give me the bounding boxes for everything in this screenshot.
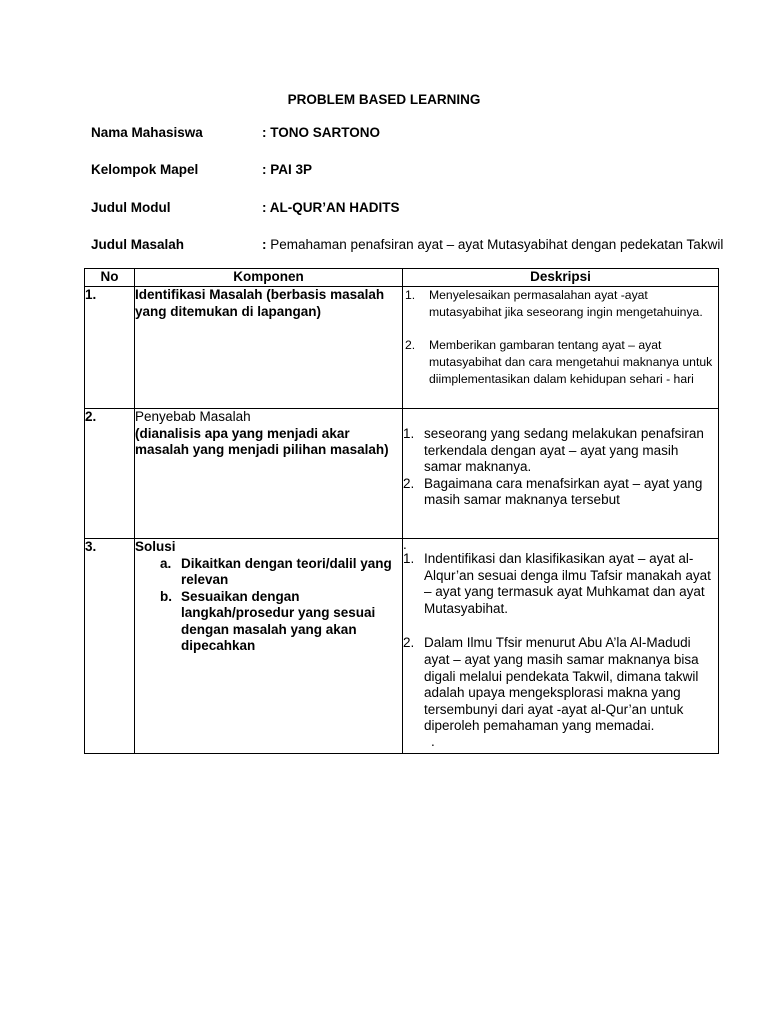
deskripsi-list [403,426,718,509]
deskripsi-text: seseorang yang sedang melakukan penafsiran terkendala dengan ayat – ayat yang masih samar maknanya. [424,426,704,475]
info-value [262,199,400,217]
komponen-title: Solusi [135,539,176,554]
deskripsi-tail: . [431,733,435,749]
list-marker: 2. [403,635,415,651]
info-value [262,236,723,254]
info-value-text: TONO SARTONO [270,125,381,140]
deskripsi-list [403,287,718,388]
info-value [262,124,380,142]
deskripsi-cell [403,287,719,409]
komponen-title: Penyebab Masalah [135,409,251,424]
list-item [403,287,718,321]
document-title: PROBLEM BASED LEARNING [287,92,481,107]
row-number: 2. [85,409,135,539]
deskripsi-text: Bagaimana cara menafsirkan ayat – ayat yang masih samar maknanya tersebut [424,475,703,508]
row-number: 3. [85,539,135,754]
deskripsi-text: Indentifikasi dan klasifikasikan ayat – ayat al-Alqur’an sesuai denga ilmu Tafsir manakah ayat – ayat yang termasuk ayat Muhkamat dan ayat Mutasyabihat. [424,551,711,616]
info-label: Judul Modul [91,200,171,215]
list-item [403,551,718,617]
deskripsi-cell [403,409,719,539]
deskripsi-text: Memberikan gambaran tentang ayat – ayat mutasyabihat dan cara mengetahui maknanya untuk diimplementasikan dalam kehidupan sehari - hari [429,338,713,386]
deskripsi-text: Menyelesaikan permasalahan ayat -ayat mutasyabihat jika seseorang ingin mengetahuinya. [429,288,703,319]
sublist-marker: b. [160,588,172,604]
list-item [403,635,718,735]
komponen-text: (dianalisis apa yang menjadi akar masalah yang menjadi pilihan masalah) [135,425,389,457]
list-marker: 2. [403,475,415,491]
pbl-table [84,268,719,754]
info-colon: : [262,162,267,177]
komponen-cell [135,287,403,409]
deskripsi-lead: . [403,537,407,552]
sublist-item [135,589,402,655]
header-komponen: Komponen [135,269,403,287]
sublist-marker: a. [160,555,172,571]
table-row [85,409,719,539]
info-colon: : [262,200,267,215]
info-label: Nama Mahasiswa [91,125,203,140]
table-row [85,539,719,754]
deskripsi-text: Dalam Ilmu Tfsir menurut Abu A’la Al-Madudi ayat – ayat yang masih samar maknanya bisa digali melalui pendekata Takwil, dimana takwil adalah upaya mengeksplorasi makna yang tersembunyi dari ayat -ayat al-Qur’an untuk diperoleh pemahaman yang memadai. [424,635,699,734]
info-value-text: AL-QUR’AN HADITS [269,200,400,215]
list-marker: 1. [403,551,415,566]
header-no: No [85,269,135,287]
list-marker: 1. [403,426,415,441]
deskripsi-cell [403,539,719,754]
komponen-cell [135,409,403,539]
info-value-text: Pemahaman penafsiran ayat – ayat Mutasyabihat dengan pedekatan Takwil [270,237,724,252]
table-header-row [85,269,719,287]
list-marker: 2. [405,338,416,352]
table-row [85,287,719,409]
info-colon: : [262,237,267,252]
komponen-sublist [135,556,402,655]
list-marker: 1. [405,288,416,302]
info-value-text: PAI 3P [270,162,313,177]
list-item [403,426,718,476]
sublist-text: Sesuaikan dengan langkah/prosedur yang sesuai dengan masalah yang akan dipecahkan [181,588,376,653]
info-label: Judul Masalah [91,237,185,252]
row-number: 1. [85,287,135,409]
info-colon: : [262,125,267,140]
list-item [403,476,718,509]
komponen-cell [135,539,403,754]
list-item [403,337,718,388]
komponen-text: Identifikasi Masalah (berbasis masalah yang ditemukan di lapangan) [135,287,385,319]
info-value [262,161,312,179]
info-label: Kelompok Mapel [91,162,199,177]
sublist-item [135,556,402,589]
deskripsi-list [403,551,718,735]
header-deskripsi: Deskripsi [403,269,719,287]
sublist-text: Dikaitkan dengan teori/dalil yang relevan [181,555,392,587]
